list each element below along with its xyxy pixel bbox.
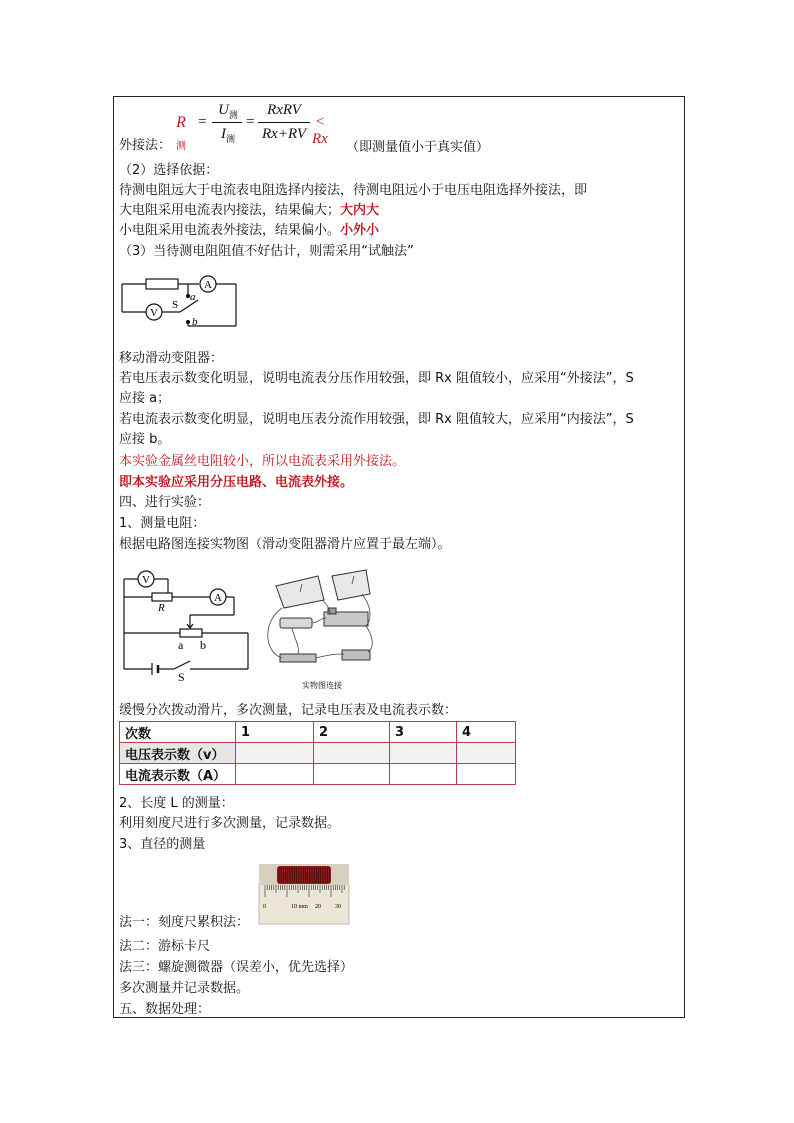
mnemonic-large-internal: 大内大 [340, 203, 380, 218]
text-ruler-measurement: 利用刻度尺进行多次测量，记录数据。 [119, 816, 341, 831]
table-header-cell: 1 [236, 722, 314, 743]
text-connect-a: 应接 a； [119, 391, 171, 406]
table-row [120, 743, 516, 764]
heading-data-processing: 五、数据处理： [119, 1002, 211, 1017]
table-header-cell: 3 [390, 722, 457, 743]
ruler-tick-label: 20 [315, 904, 321, 910]
formula-lhs: $R_测$ [176, 114, 186, 153]
ruler-tick-label: 10 mm [291, 904, 308, 910]
table-cell[interactable] [314, 764, 390, 785]
terminal-a-label: a [178, 638, 184, 652]
table-cell[interactable] [390, 743, 457, 764]
formula-num2: RxRV [267, 102, 301, 118]
table-cell[interactable] [390, 764, 457, 785]
table-header-row [120, 722, 516, 743]
voltmeter-label: V [142, 574, 150, 586]
ammeter-label: A [214, 592, 222, 604]
text-voltmeter-change: 若电压表示数变化明显，说明电流表分压作用较强，即 Rx 阻值较小，应采用“外接法”，S [119, 371, 634, 386]
formula-num1: $U_测$ [218, 102, 238, 120]
table-header-cell: 2 [314, 722, 390, 743]
text-record-readings: 缓慢分次拨动滑片，多次测量，记录电压表及电流表示数： [119, 703, 458, 718]
voltmeter-label: V [150, 307, 158, 319]
text-connect-b: 应接 b。 [119, 432, 171, 447]
text-experiment-method: 即本实验应采用分压电路、电流表外接。 [119, 475, 354, 490]
text-small-resistance: 小电阻采用电流表外接法，结果偏小。小外小 [119, 223, 380, 238]
resistor-label: R [158, 602, 165, 614]
formula-den1: $I_测$ [220, 126, 235, 144]
formula-bar-1 [212, 122, 242, 123]
heading-trial-touch: （3）当待测电阻阻值不好估计，则需采用“试触法” [119, 244, 414, 259]
coiled-wire-ruler-image [257, 862, 351, 926]
heading-measure-length: 2、长度 L 的测量： [119, 796, 234, 811]
terminal-b-label: b [192, 316, 198, 328]
formula-bar-2 [258, 122, 310, 123]
row-label-voltage: 电压表示数（v） [120, 743, 236, 764]
mnemonic-small-external: 小外小 [340, 223, 380, 238]
heading-conduct-experiment: 四、进行实验： [119, 495, 211, 510]
trial-touch-circuit-diagram [118, 270, 248, 330]
row-label-current: 电流表示数（A） [120, 764, 236, 785]
table-cell[interactable] [457, 764, 516, 785]
text-repeat-measure: 多次测量并记录数据。 [119, 981, 250, 996]
table-cell[interactable] [236, 743, 314, 764]
ruler-tick-label: 30 [335, 904, 341, 910]
heading-move-rheostat: 移动滑动变阻器： [119, 351, 224, 366]
text-large-resistance: 大电阻采用电流表内接法，结果偏大；大内大 [119, 203, 380, 218]
terminal-b-label: b [200, 638, 206, 652]
heading-measure-diameter: 3、直径的测量 [119, 837, 206, 852]
text-selection-rule: 待测电阻远大于电流表电阻选择内接法，待测电阻远小于电压电阻选择外接法，即 [119, 183, 588, 198]
table-cell[interactable] [457, 743, 516, 764]
text-experiment-conclusion: 本实验金属丝电阻较小，所以电流表采用外接法。 [119, 454, 406, 469]
voltage-divider-circuit-diagram [118, 565, 252, 683]
ammeter-meter [332, 570, 370, 600]
ruler-tick-label: 0 [263, 904, 266, 910]
heading-measure-resistance: 1、测量电阻： [119, 516, 206, 531]
text-connect-physical: 根据电路图连接实物图（滑动变阻器滑片应置于最左端）。 [119, 537, 451, 552]
table-header-cell: 4 [457, 722, 516, 743]
photo-caption: 实物图连接 [302, 681, 342, 690]
heading-selection-basis: （2）选择依据： [119, 163, 219, 178]
readings-table [119, 721, 516, 785]
table-header-cell: 次数 [120, 722, 236, 743]
text-ammeter-change: 若电流表示数变化明显，说明电压表分流作用较强，即 Rx 阻值较大，应采用“内接法”，S [119, 412, 634, 427]
text-method-two: 法二：游标卡尺 [119, 939, 211, 954]
physical-setup-illustration [262, 562, 382, 692]
formula-den2: Rx+RV [262, 126, 306, 142]
switch-label: S [172, 299, 179, 311]
formula-equals-1: = [198, 114, 207, 130]
formula-equals-2: = [246, 114, 255, 130]
terminal-a-label: a [190, 291, 196, 303]
ammeter-label: A [204, 279, 212, 291]
switch-label: S [178, 670, 185, 683]
text-measured-less-than-true: （即测量值小于真实值） [346, 140, 490, 155]
table-cell[interactable] [314, 743, 390, 764]
text-method-one: 法一：刻度尺累积法： [119, 915, 250, 930]
formula-rhs: < Rx [312, 114, 328, 147]
text-external-connection: 外接法： [119, 138, 172, 153]
table-row [120, 764, 516, 785]
text-method-three: 法三：螺旋测微器（误差小，优先选择） [119, 960, 354, 975]
table-cell[interactable] [236, 764, 314, 785]
